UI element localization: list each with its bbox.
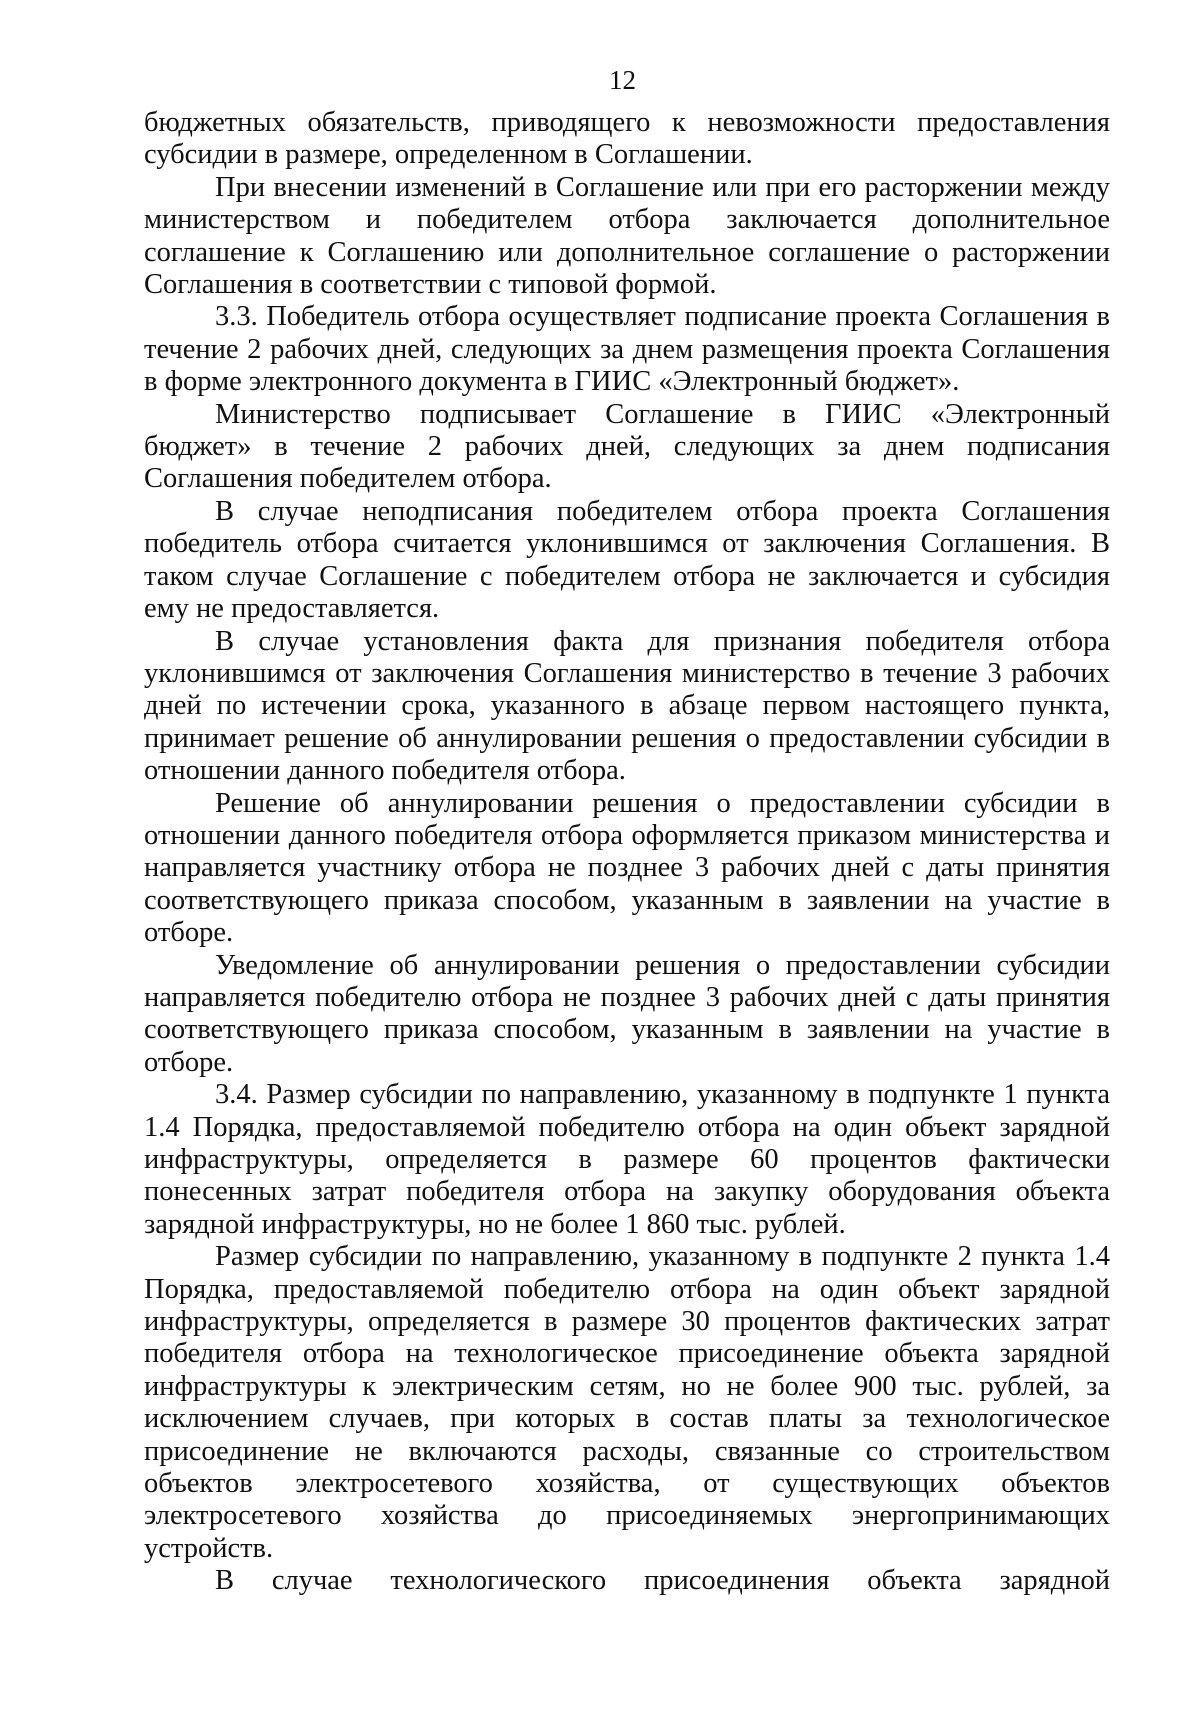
paragraph-1: бюджетных обязательств, приводящего к невозможности предоставления субсидии в размере, определенном в Соглашении. — [144, 107, 1110, 171]
document-body — [144, 107, 1110, 1598]
paragraph-3: 3.3. Победитель отбора осуществляет подписание проекта Соглашения в течение 2 рабочих дней, следующих за днем размещения проекта Соглашения в форме электронного документа в ГИИС «Электронный бюджет». — [144, 301, 1110, 398]
paragraph-9: 3.4. Размер субсидии по направлению, указанному в подпункте 1 пункта 1.4 Порядка, предоставляемой победителю отбора на один объект зарядной инфраструктуры, определяется в размере 60 процентов фактически понесенных затрат победителя отбора на закупку оборудования объекта зарядной инфраструктуры, но не более 1 860 тыс. рублей. — [144, 1079, 1110, 1240]
paragraph-4: Министерство подписывает Соглашение в ГИИС «Электронный бюджет» в течение 2 рабочих дней, следующих за днем подписания Соглашения победителем отбора. — [144, 398, 1110, 495]
paragraph-7: Решение об аннулировании решения о предоставлении субсидии в отношении данного победителя отбора оформляется приказом министерства и направляется участнику отбора не позднее 3 рабочих дней с даты принятия соответствующего приказа способом, указанным в заявлении на участие в отборе. — [144, 787, 1110, 949]
paragraph-6: В случае установления факта для признания победителя отбора уклонившимся от заключения Соглашения министерство в течение 3 рабочих дней по истечении срока, указанного в абзаце первом настоящего пункта, принимает решение об аннулировании решения о предоставлении субсидии в отношении данного победителя отбора. — [144, 625, 1110, 787]
paragraph-2: При внесении изменений в Соглашение или при его расторжении между министерством и победителем отбора заключается дополнительное соглашение к Соглашению или дополнительное соглашение о расторжении Соглашения в соответствии с типовой формой. — [144, 171, 1110, 301]
paragraph-5: В случае неподписания победителем отбора проекта Соглашения победитель отбора считается уклонившимся от заключения Соглашения. В таком случае Соглашение с победителем отбора не заключается и субсидия ему не предоставляется. — [144, 495, 1110, 625]
paragraph-10: Размер субсидии по направлению, указанному в подпункте 2 пункта 1.4 Порядка, предоставляемой победителю отбора на один объект зарядной инфраструктуры, определяется в размере 30 процентов фактических затрат победителя отбора на технологическое присоединение объекта зарядной инфраструктуры к электрическим сетям, но не более 900 тыс. рублей, за исключением случаев, при которых в состав платы за технологическое присоединение не включаются расходы, связанные со строительством объектов электросетевого хозяйства, от существующих объектов электросетевого хозяйства до присоединяемых энергопринимающих устройств. — [144, 1241, 1110, 1564]
paragraph-11: В случае технологического присоединения объекта зарядной — [215, 1565, 1110, 1597]
paragraph-8: Уведомление об аннулировании решения о предоставлении субсидии направляется победителю отбора не позднее 3 рабочих дней с даты принятия соответствующего приказа способом, указанным в заявлении на участие в отборе. — [144, 949, 1110, 1078]
page-number: 12 — [609, 65, 636, 95]
